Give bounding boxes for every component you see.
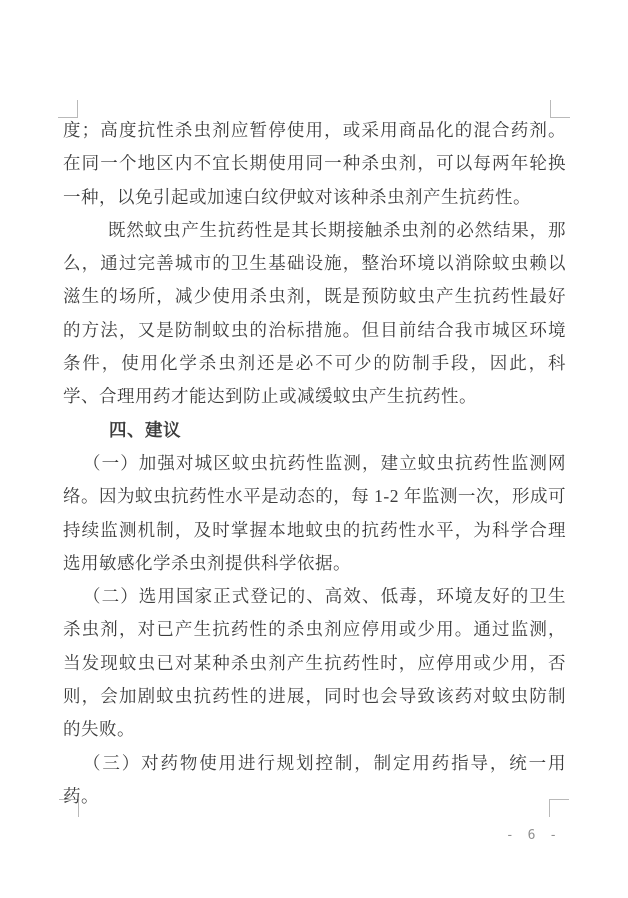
page-number: - 6 - [505, 828, 561, 843]
paragraph-item-3: （三）对药物使用进行规划控制，制定用药指导，统一用药。 [63, 752, 566, 806]
document-body [63, 114, 566, 813]
section-heading: 四、建议 [109, 419, 181, 440]
paragraph-body: 既然蚊虫产生抗药性是其长期接触杀虫剂的必然结果，那么，通过完善城市的卫生基础设施，整治环境以消除蚊虫赖以滋生的场所，减少使用杀虫剂，既是预防蚊虫产生抗药性最好的方法，又是防制蚊虫的治标措施。但目前结合我市城区环境条件，使用化学杀虫剂还是必不可少的防制手段，因此，科学、合理用药才能达到防止或减缓蚊虫产生抗药性。 [63, 219, 566, 407]
paragraph-item-2: （二）选用国家正式登记的、高效、低毒，环境友好的卫生杀虫剂，对已产生抗药性的杀虫剂应停用或少用。通过监测，当发现蚊虫已对某种杀虫剂产生抗药性时，应停用或少用，否则，会加剧蚊虫抗药性的进展，同时也会导致该药对蚊虫防制的失败。 [63, 586, 566, 740]
paragraph-item-1: （一）加强对城区蚊虫抗药性监测，建立蚊虫抗药性监测网络。因为蚊虫抗药性水平是动态的，每 1-2 年监测一次，形成可持续监测机制，及时掌握本地蚊虫的抗药性水平，为科学合理选用敏感化学杀虫剂提供科学依据。 [63, 452, 566, 573]
paragraph-continuation: 度；高度抗性杀虫剂应暂停使用，或采用商品化的混合药剂。在同一个地区内不宜长期使用同一种杀虫剂，可以每两年轮换一种，以免引起或加速白纹伊蚊对该种杀虫剂产生抗药性。 [63, 120, 566, 207]
